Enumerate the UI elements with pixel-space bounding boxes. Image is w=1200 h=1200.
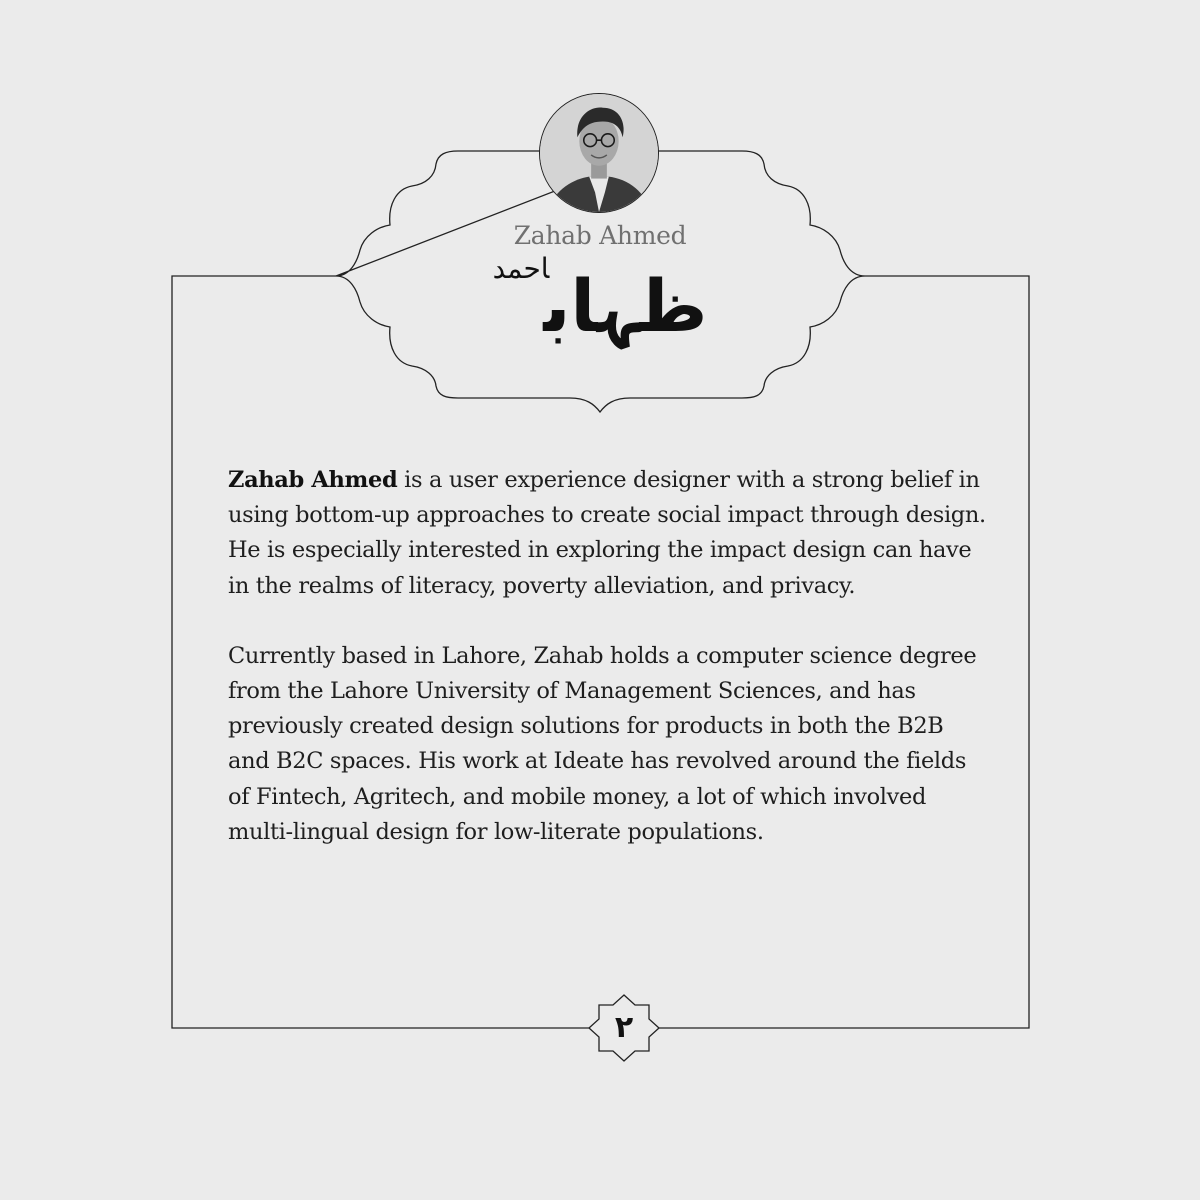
english-name: Zahab Ahmed bbox=[513, 221, 687, 250]
urdu-name-main: ظہاب bbox=[543, 264, 708, 348]
portrait-icon bbox=[540, 94, 658, 212]
bio-paragraph-1 bbox=[228, 463, 988, 604]
bio-name-strong: Zahab Ahmed bbox=[228, 467, 398, 493]
bio-text bbox=[228, 463, 988, 885]
urdu-name-small: احمد bbox=[492, 252, 550, 285]
page-number: ۲ bbox=[614, 1010, 634, 1045]
urdu-name bbox=[430, 252, 770, 362]
bio-paragraph-2: Currently based in Lahore, Zahab holds a computer science degree from the Lahore University of Management Sciences, and has previously created design solutions for products in both the B2B and B2C spaces. His work at Ideate has revolved around the fields of Fintech, Agritech, and mobile money, a lot of which involved multi-lingual design for low-literate populations. bbox=[228, 642, 977, 845]
profile-photo bbox=[539, 93, 659, 213]
bio-paragraph-1-text: is a user experience designer with a strong belief in using bottom-up approaches to create social impact through design. He is especially interested in exploring the impact design can have in the realms of literacy, poverty alleviation, and privacy. bbox=[228, 467, 986, 599]
